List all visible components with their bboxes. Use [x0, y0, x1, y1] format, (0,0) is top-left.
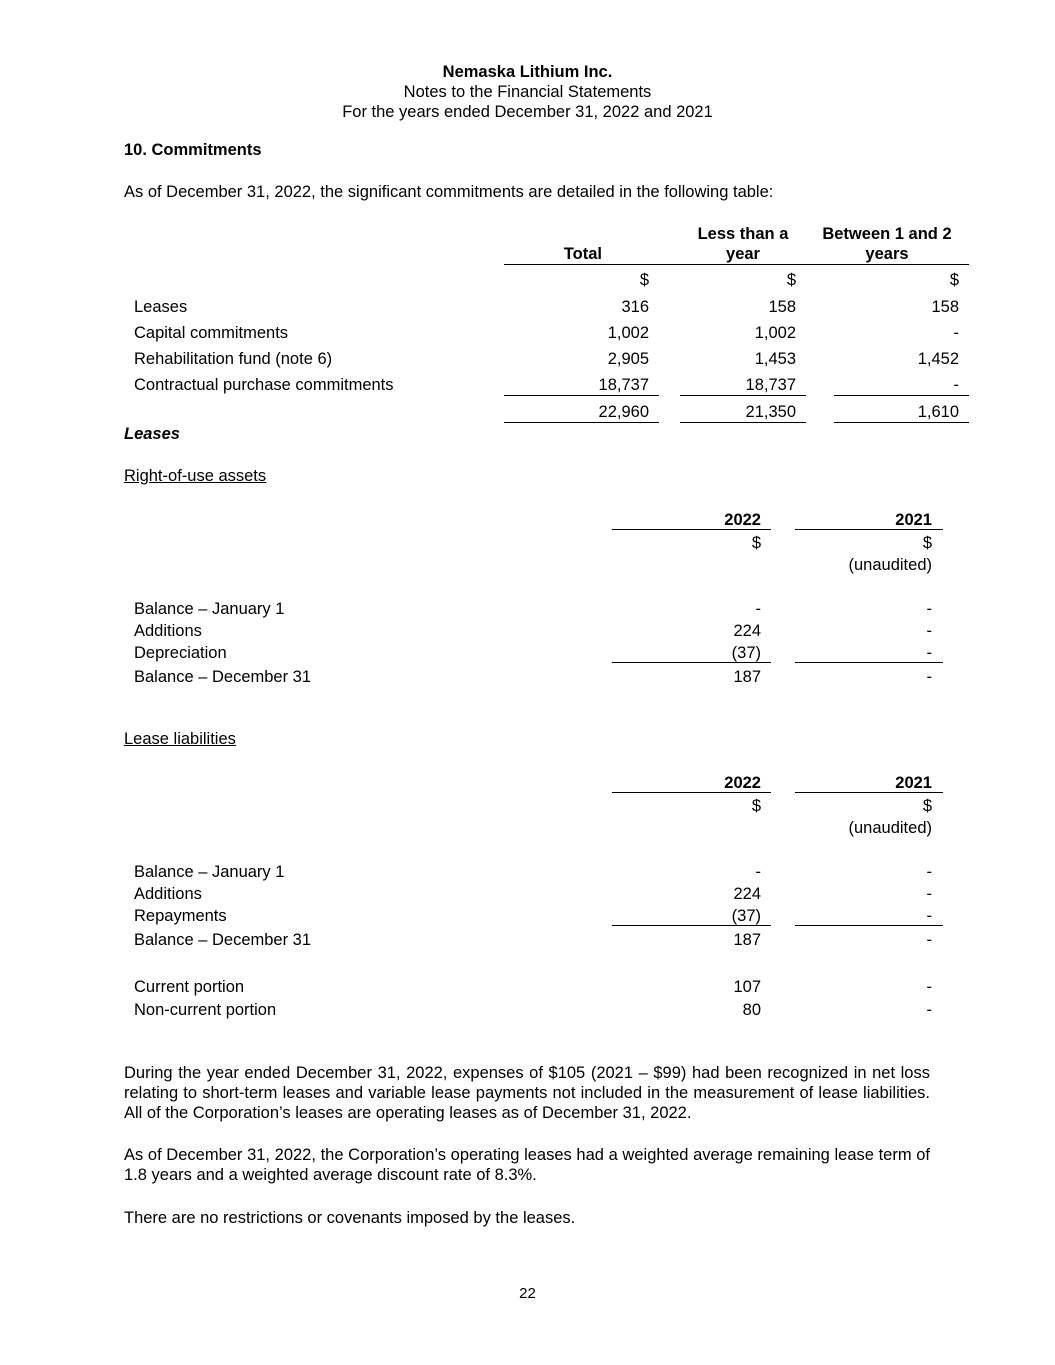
col-header-less-line2: year [726, 245, 760, 263]
document-subtitle: Notes to the Financial Statements [403, 83, 652, 101]
total-rule-between [834, 422, 969, 423]
liab-col-2021: 2021 [895, 774, 932, 792]
table-cell-less: 18,737 [745, 376, 796, 394]
rou-header-rule-2021 [795, 529, 943, 530]
table-row-label: Balance – December 31 [134, 668, 312, 686]
table-cell-2021: - [926, 668, 932, 686]
subtotal-rule-between [834, 395, 969, 396]
liab-subtotal-rule-2022 [612, 925, 771, 926]
table-cell-2022: (37) [731, 907, 761, 925]
table-cell-less: 158 [768, 298, 796, 316]
total-rule-total [504, 422, 659, 423]
company-name: Nemaska Lithium Inc. [442, 63, 613, 81]
subtotal-rule-less [680, 395, 806, 396]
header-rule [504, 264, 969, 265]
rou-unaudited: (unaudited) [848, 556, 932, 574]
col-header-total: Total [563, 245, 602, 263]
table-cell-between: - [953, 324, 959, 342]
table-cell-2021: - [926, 885, 932, 903]
table-cell-2022: 187 [733, 668, 761, 686]
table-cell-2021: - [926, 1001, 932, 1019]
table-cell-2022: 187 [733, 931, 761, 949]
table-cell-2022: - [755, 600, 761, 618]
rou-col-2021: 2021 [895, 511, 932, 529]
table-row-label: Capital commitments [134, 324, 289, 342]
liab-heading: Lease liabilities [124, 730, 236, 748]
rou-currency-2021: $ [922, 534, 932, 552]
paragraph-short-term-leases: During the year ended December 31, 2022, expenses of $105 (2021 – $99) had been recognized in net loss relating to short-term leases and variable lease payments not included in the measurement of lease liabilities. All of the Corporation’s leases are operating leases as of December 31, 2022. [124, 1064, 930, 1122]
table-cell-2021: - [926, 622, 932, 640]
paragraph-restrictions: There are no restrictions or covenants imposed by the leases. [124, 1209, 576, 1227]
total-rule-less [680, 422, 806, 423]
table-row-label: Balance – January 1 [134, 600, 285, 618]
table-row-label: Balance – January 1 [134, 863, 285, 881]
section-intro: As of December 31, 2022, the significant commitments are detailed in the following table: [124, 183, 774, 201]
col-header-between-line1: Between 1 and 2 [822, 225, 952, 243]
table-cell-total: 2,905 [607, 350, 649, 368]
table-cell-2021: - [926, 931, 932, 949]
total-cell-between: 1,610 [917, 403, 959, 421]
section-title: 10. Commitments [124, 141, 262, 159]
rou-col-2022: 2022 [724, 511, 761, 529]
table-cell-between: 1,452 [917, 350, 959, 368]
table-cell-between: - [953, 376, 959, 394]
table-cell-2021: - [926, 863, 932, 881]
table-row-label: Additions [134, 622, 202, 640]
table-row-label: Rehabilitation fund (note 6) [134, 350, 333, 368]
table-cell-2021: - [926, 907, 932, 925]
table-cell-total: 316 [621, 298, 649, 316]
liab-unaudited: (unaudited) [848, 819, 932, 837]
currency-total: $ [639, 271, 649, 289]
table-cell-2022: (37) [731, 644, 761, 662]
rou-subtotal-rule-2021 [795, 662, 943, 663]
subtotal-rule-total [504, 395, 659, 396]
col-header-between-line2: years [865, 245, 909, 263]
paragraph-weighted-average: As of December 31, 2022, the Corporation’s operating leases had a weighted average remaining lease term of 1.8 years and a weighted average discount rate of 8.3%. [124, 1146, 930, 1184]
table-cell-2022: 80 [742, 1001, 761, 1019]
table-cell-2022: 224 [733, 885, 761, 903]
table-cell-between: 158 [931, 298, 959, 316]
rou-heading: Right-of-use assets [124, 467, 267, 485]
table-row-label: Balance – December 31 [134, 931, 312, 949]
table-row-label: Additions [134, 885, 202, 903]
table-cell-2021: - [926, 644, 932, 662]
table-cell-2021: - [926, 600, 932, 618]
table-cell-less: 1,453 [754, 350, 796, 368]
table-row-label: Current portion [134, 978, 245, 996]
liab-col-2022: 2022 [724, 774, 761, 792]
rou-subtotal-rule-2022 [612, 662, 771, 663]
liab-subtotal-rule-2021 [795, 925, 943, 926]
rou-currency-2022: $ [751, 534, 761, 552]
page-number: 22 [519, 1285, 536, 1302]
liab-currency-2021: $ [922, 797, 932, 815]
liab-header-rule-2022 [612, 792, 771, 793]
table-cell-2022: 107 [733, 978, 761, 996]
table-cell-2022: 224 [733, 622, 761, 640]
liab-currency-2022: $ [751, 797, 761, 815]
leases-heading: Leases [124, 425, 180, 443]
rou-header-rule-2022 [612, 529, 771, 530]
total-cell-less: 21,350 [745, 403, 796, 421]
col-header-less-line1: Less than a [697, 225, 789, 243]
currency-less: $ [786, 271, 796, 289]
table-cell-less: 1,002 [754, 324, 796, 342]
table-row-label: Non-current portion [134, 1001, 277, 1019]
table-cell-total: 1,002 [607, 324, 649, 342]
table-cell-2022: - [755, 863, 761, 881]
table-row-label: Depreciation [134, 644, 227, 662]
table-row-label: Contractual purchase commitments [134, 376, 394, 394]
reporting-period: For the years ended December 31, 2022 and 2021 [342, 103, 713, 121]
currency-between: $ [949, 271, 959, 289]
table-cell-2021: - [926, 978, 932, 996]
liab-header-rule-2021 [795, 792, 943, 793]
table-row-label: Leases [134, 298, 188, 316]
table-cell-total: 18,737 [598, 376, 649, 394]
total-cell-total: 22,960 [598, 403, 649, 421]
table-row-label: Repayments [134, 907, 227, 925]
